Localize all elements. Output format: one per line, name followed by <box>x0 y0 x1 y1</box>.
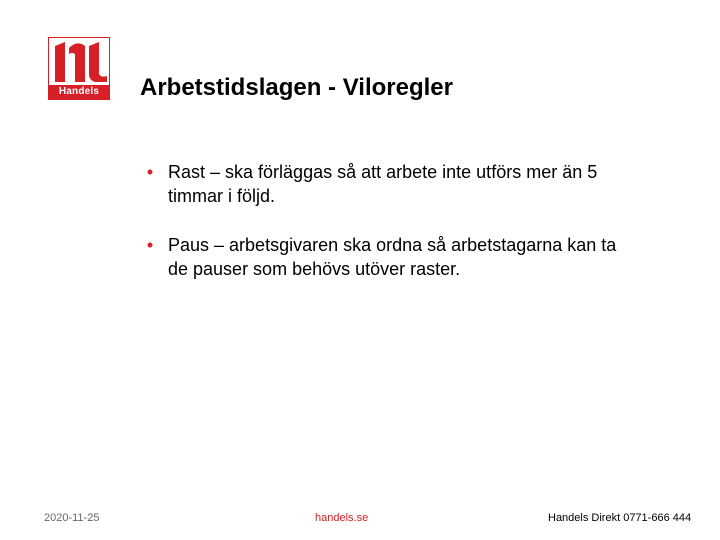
bullet-term: Paus <box>168 235 210 255</box>
handels-logo <box>48 37 110 100</box>
bullet-marker: • <box>146 162 154 182</box>
bullet-marker: • <box>146 235 154 255</box>
bullet-text: – ska förläggas så att arbete inte utförs mer än 5 timmar i följd. <box>168 162 598 206</box>
footer-date: 2020-11-25 <box>44 512 100 524</box>
bullet-text: – arbetsgivaren ska ordna så arbetstagarna kan ta de pauser som behövs utöver raster. <box>168 235 617 279</box>
footer-link[interactable]: handels.se <box>315 512 369 524</box>
bullet-item-rast <box>140 160 640 208</box>
slide-title: Arbetstidslagen - Viloregler <box>140 74 453 101</box>
footer-phone: Handels Direkt 0771-666 444 <box>548 512 692 524</box>
handels-logo-icon <box>49 38 110 88</box>
logo-text: Handels <box>49 85 109 99</box>
bullet-list <box>140 160 640 306</box>
bullet-item-paus <box>140 233 640 281</box>
bullet-term: Rast <box>168 162 206 182</box>
